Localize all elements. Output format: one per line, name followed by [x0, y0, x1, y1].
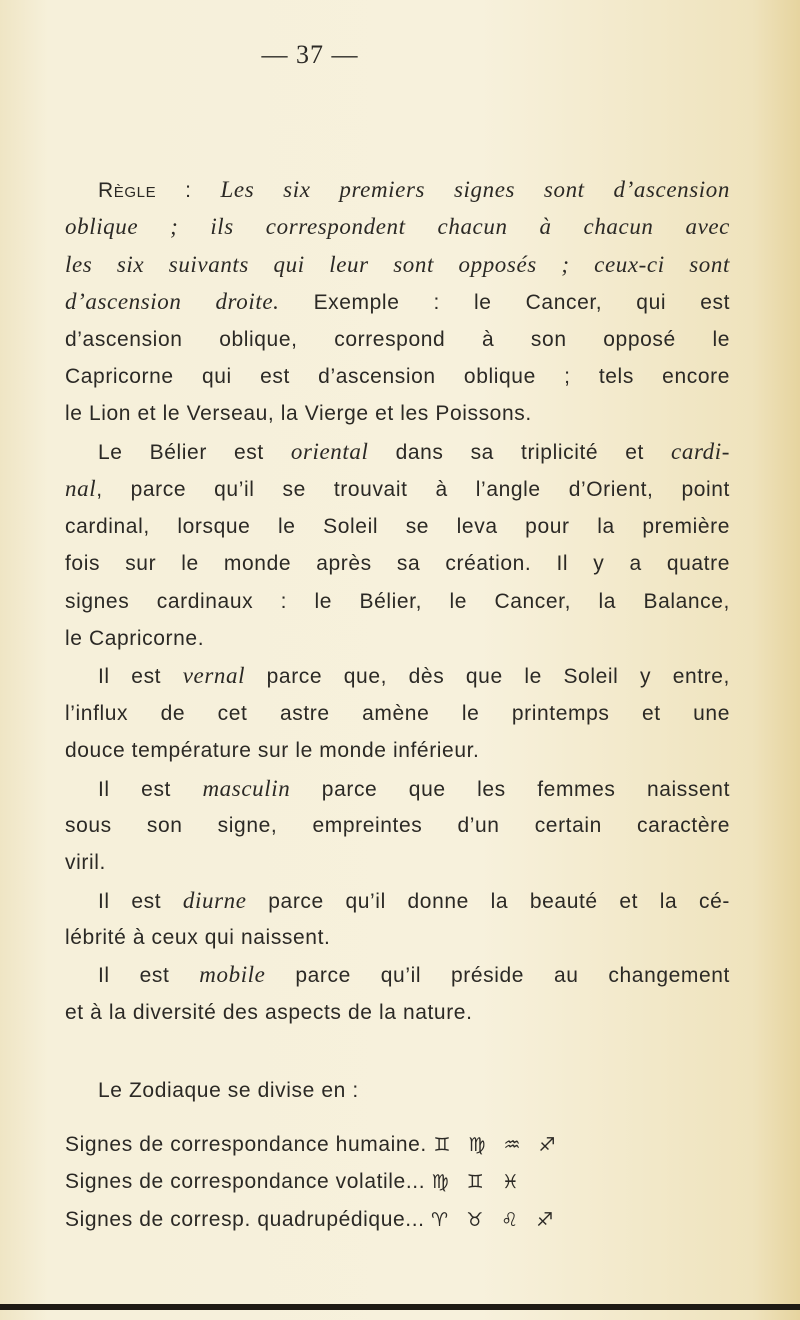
text-line: le Capricorne. [65, 626, 205, 650]
zodiac-row-quadruped: Signes de corresp. quadrupédique... ♈ ♉ ♌ ♐ [65, 1207, 560, 1231]
page-number: — 37 — [261, 40, 359, 69]
zodiac-row-human: Signes de correspondance humaine. ♊ ♍ ♒ ♐ [65, 1133, 562, 1156]
zodiac-symbols: ♍ ♊ ♓ [431, 1171, 525, 1194]
text-line: le Lion et le Verseau, la Vierge et les Poissons. [65, 402, 532, 426]
zodiac-symbols: ♊ ♍ ♒ ♐ [433, 1134, 562, 1156]
zodiac-row-volatile: Signes de correspondance volatile... ♍ ♊ ♓ [65, 1170, 525, 1194]
text-line: l’influx de cet astre amène le printemps et une [65, 701, 730, 725]
text-line: signes cardinaux : le Bélier, le Cancer, la Balance, [65, 589, 730, 613]
page-bottom-edge [0, 1304, 800, 1310]
text-line: nal, parce qu’il se trouvait à l’angle d’Orient, point [65, 476, 730, 502]
text-line: oblique ; ils correspondent chacun à chacun avec [65, 214, 730, 240]
zodiac-symbols: ♈ ♉ ♌ ♐ [431, 1208, 560, 1231]
zodiac-division [65, 1072, 730, 1109]
text-line: sous son signe, empreintes d’un certain caractère [65, 813, 730, 837]
text-line: et à la diversité des aspects de la nature. [65, 1000, 473, 1024]
text-line: Il est vernal parce que, dès que le Soleil y entre, [98, 663, 730, 689]
text-line: Il est masculin parce que les femmes naissent [98, 775, 730, 801]
text-line: cardinal, lorsque le Soleil se leva pour la première [65, 514, 730, 538]
text-line: lébrité à ceux qui naissent. [65, 926, 331, 950]
zodiac-list [65, 1126, 730, 1238]
text-line: Le Bélier est oriental dans sa triplicité et cardi- [98, 439, 730, 464]
paragraph-belier [65, 433, 730, 1031]
text-line: d’ascension oblique, correspond à son opposé le [65, 327, 730, 351]
rule-label: Règle [98, 179, 157, 202]
text-line: Il est diurne parce qu’il donne la beauté et la cé- [98, 887, 730, 913]
text-line: fois sur le monde après sa création. Il y a quatre [65, 552, 730, 576]
text-line: viril. [65, 851, 106, 875]
text-line: les six suivants qui leur sont opposés ; ceux-ci sont [65, 251, 730, 277]
paragraph-rule [65, 171, 730, 433]
text-line: Il est mobile parce qu’il préside au changement [98, 962, 730, 988]
text-line: Règle : Les six premiers signes sont d’ascension [98, 177, 730, 202]
text-line: d’ascension droite. Exemple : le Cancer, qui est [65, 289, 731, 315]
text-line: douce température sur le monde inférieur. [65, 739, 480, 763]
text-line: Capricorne qui est d’ascension oblique ; tels encore [65, 364, 730, 388]
zodiac-intro: Le Zodiaque se divise en : [98, 1079, 359, 1102]
